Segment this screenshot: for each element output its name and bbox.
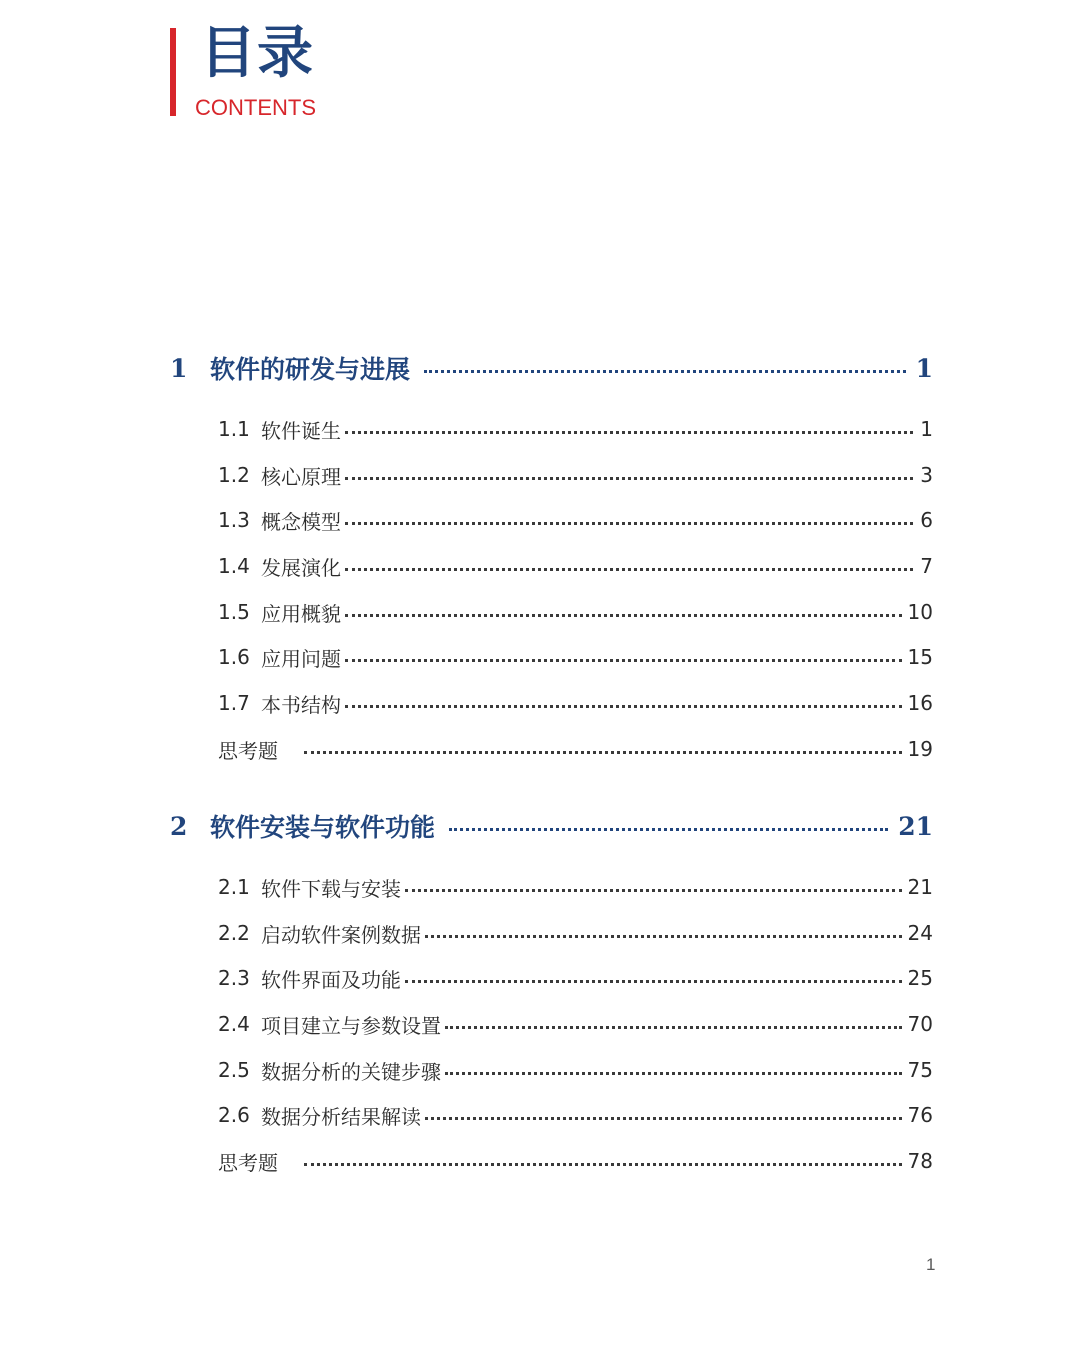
toc-section-1-1[interactable] <box>218 412 933 446</box>
section-page-number: 6 <box>920 508 933 532</box>
chapter-title: 软件的研发与进展 <box>210 355 411 384</box>
section-number: 1.2 <box>218 463 250 487</box>
section-page-number: 75 <box>907 1058 933 1082</box>
section-title: 思考题 <box>218 738 278 763</box>
section-number: 2.6 <box>218 1103 250 1127</box>
section-title: 本书结构 <box>261 692 341 717</box>
toc-questions-2[interactable] <box>218 1144 933 1178</box>
section-page-number: 10 <box>907 600 933 624</box>
toc-section-1-2[interactable] <box>218 458 933 492</box>
chapter-page-number: 21 <box>898 811 933 841</box>
dot-leader <box>405 889 902 892</box>
section-title: 软件下载与安装 <box>261 876 401 901</box>
dot-leader <box>425 935 902 938</box>
section-page-number: 24 <box>907 921 933 945</box>
section-number: 1.3 <box>218 508 250 532</box>
section-number: 2.5 <box>218 1058 250 1082</box>
page-title: 目录 <box>200 21 314 86</box>
section-page-number: 7 <box>920 554 933 578</box>
section-page-number: 78 <box>907 1149 933 1173</box>
toc-chapter-1[interactable] <box>170 351 933 385</box>
dot-leader <box>345 431 913 434</box>
dot-leader <box>424 370 906 373</box>
toc-section-2-3[interactable] <box>218 961 933 995</box>
section-title: 应用概貌 <box>261 601 341 626</box>
dot-leader <box>345 568 913 571</box>
toc-section-2-4[interactable] <box>218 1007 933 1041</box>
dot-leader <box>449 828 888 831</box>
section-page-number: 19 <box>907 737 933 761</box>
chapter-title: 软件安装与软件功能 <box>210 813 436 842</box>
page-number: 1 <box>926 1255 936 1274</box>
dot-leader <box>405 980 902 983</box>
section-title: 启动软件案例数据 <box>261 922 421 947</box>
dot-leader <box>445 1072 902 1075</box>
section-number: 1.5 <box>218 600 250 624</box>
section-title: 发展演化 <box>261 555 341 580</box>
section-page-number: 15 <box>907 645 933 669</box>
section-number: 1.7 <box>218 691 250 715</box>
chapter-number: 2 <box>170 811 188 841</box>
dot-leader <box>345 659 902 662</box>
toc-section-1-7[interactable] <box>218 686 933 720</box>
toc-section-2-1[interactable] <box>218 870 933 904</box>
dot-leader <box>304 1163 902 1166</box>
section-title: 项目建立与参数设置 <box>261 1013 441 1038</box>
section-title: 应用问题 <box>261 646 341 671</box>
toc-section-1-5[interactable] <box>218 595 933 629</box>
section-number: 2.1 <box>218 875 250 899</box>
section-page-number: 70 <box>907 1012 933 1036</box>
dot-leader <box>345 477 913 480</box>
section-title: 核心原理 <box>261 464 341 489</box>
section-title: 数据分析结果解读 <box>261 1104 421 1129</box>
section-title: 数据分析的关键步骤 <box>261 1059 441 1084</box>
header-accent-bar <box>170 28 176 116</box>
toc-section-2-2[interactable] <box>218 916 933 950</box>
toc-chapter-2[interactable] <box>170 809 933 843</box>
section-title: 思考题 <box>218 1150 278 1175</box>
toc-section-2-6[interactable] <box>218 1098 933 1132</box>
toc-section-1-4[interactable] <box>218 549 933 583</box>
dot-leader <box>304 751 902 754</box>
section-page-number: 1 <box>920 417 933 441</box>
section-number: 1.6 <box>218 645 250 669</box>
section-page-number: 16 <box>907 691 933 715</box>
dot-leader <box>345 705 902 708</box>
page-subtitle: CONTENTS <box>195 95 316 120</box>
section-title: 软件诞生 <box>261 418 341 443</box>
section-page-number: 3 <box>920 463 933 487</box>
toc-section-1-3[interactable] <box>218 503 933 537</box>
section-page-number: 76 <box>907 1103 933 1127</box>
section-page-number: 21 <box>907 875 933 899</box>
toc-section-1-6[interactable] <box>218 640 933 674</box>
dot-leader <box>345 522 913 525</box>
section-number: 1.4 <box>218 554 250 578</box>
section-number: 2.4 <box>218 1012 250 1036</box>
section-page-number: 25 <box>907 966 933 990</box>
chapter-number: 1 <box>170 353 188 383</box>
dot-leader <box>425 1117 902 1120</box>
section-number: 1.1 <box>218 417 250 441</box>
toc-section-2-5[interactable] <box>218 1053 933 1087</box>
toc-questions-1[interactable] <box>218 732 933 766</box>
section-number: 2.2 <box>218 921 250 945</box>
section-title: 软件界面及功能 <box>261 967 401 992</box>
section-title: 概念模型 <box>261 509 341 534</box>
dot-leader <box>445 1026 902 1029</box>
chapter-page-number: 1 <box>915 353 933 383</box>
section-number: 2.3 <box>218 966 250 990</box>
dot-leader <box>345 614 902 617</box>
